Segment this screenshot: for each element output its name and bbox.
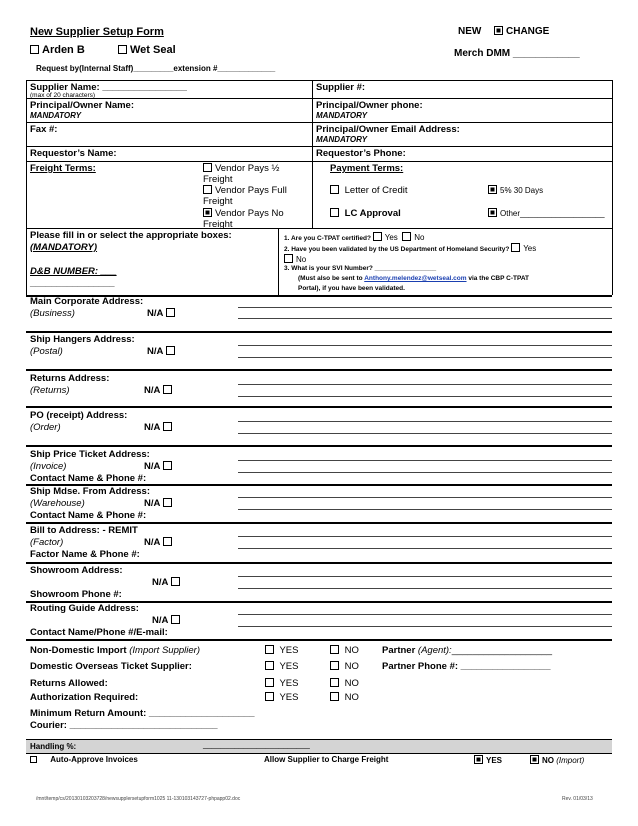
- ship-from-address-label: Ship Mdse. From Address:: [30, 486, 150, 497]
- showroom-address-label: Showroom Address:: [30, 565, 123, 576]
- partner-phone-field[interactable]: Partner Phone #: _________________: [382, 661, 551, 672]
- freight-option-full[interactable]: Vendor Pays Full: [203, 185, 287, 196]
- request-by-field[interactable]: Request by(Internal Staff)_________extension #_____________: [36, 64, 276, 73]
- principal-name-field[interactable]: Principal/Owner Name:: [30, 100, 135, 111]
- principal-phone-field[interactable]: Principal/Owner phone:: [316, 100, 423, 111]
- allow-freight-yes[interactable]: YES: [474, 755, 502, 765]
- domestic-overseas-yes[interactable]: YES: [265, 661, 298, 672]
- brand-wetseal-option[interactable]: Wet Seal: [118, 44, 176, 56]
- fill-section-heading: Please fill in or select the appropriate boxes:: [30, 230, 232, 241]
- ctpat-yes-checkbox[interactable]: [373, 232, 382, 241]
- supplier-number-field[interactable]: Supplier #:: [316, 82, 366, 93]
- requestor-name-field[interactable]: Requestor’s Name:: [30, 148, 117, 159]
- net30-option[interactable]: 5% 30 Days: [488, 185, 543, 195]
- principal-email-field[interactable]: Principal/Owner Email Address:: [316, 124, 460, 135]
- returns-allowed-label: Returns Allowed:: [30, 678, 108, 689]
- price-ticket-contact-field[interactable]: Contact Name & Phone #:: [30, 473, 147, 484]
- supplier-name-note: (max of 20 characters): [30, 92, 96, 99]
- main-corporate-na[interactable]: N/A: [147, 308, 178, 319]
- showroom-na[interactable]: N/A: [152, 577, 183, 588]
- dnb-number-line: ________________: [30, 278, 115, 289]
- handling-line: ________________________: [203, 740, 310, 749]
- ship-from-contact-field[interactable]: Contact Name & Phone #:: [30, 510, 147, 521]
- requestor-phone-field[interactable]: Requestor’s Phone:: [316, 148, 406, 159]
- dnb-number-field[interactable]: D&B NUMBER: ___: [30, 266, 117, 277]
- po-na[interactable]: N/A: [144, 422, 175, 433]
- wetseal-checkbox[interactable]: [118, 45, 127, 54]
- ship-from-address-sub: (Warehouse): [30, 498, 85, 509]
- question-dhs: 2. Have you been validated by the US Department of Homeland Security? Yes: [284, 244, 537, 253]
- domestic-overseas-no[interactable]: NO: [330, 661, 359, 672]
- ship-hangers-address-sub: (Postal): [30, 346, 63, 357]
- partner-agent-field[interactable]: Partner (Agent):___________________: [382, 645, 553, 656]
- bill-to-address-label: Bill to Address: - REMIT: [30, 525, 138, 536]
- price-ticket-address-label: Ship Price Ticket Address:: [30, 449, 150, 460]
- authorization-no[interactable]: NO: [330, 692, 359, 703]
- freight-option-half-cont: Freight: [203, 174, 233, 185]
- po-address-label: PO (receipt) Address:: [30, 410, 128, 421]
- main-corporate-address-sub: (Business): [30, 308, 75, 319]
- ship-from-na[interactable]: N/A: [144, 498, 175, 509]
- price-ticket-address-sub: (Invoice): [30, 461, 67, 472]
- courier-field[interactable]: Courier: ____________________________: [30, 720, 218, 731]
- other-payment-option[interactable]: Other___________________: [488, 208, 605, 218]
- allow-freight-no[interactable]: NO (Import): [530, 755, 584, 765]
- returns-allowed-yes[interactable]: YES: [265, 678, 298, 689]
- main-corporate-address-label: Main Corporate Address:: [30, 296, 144, 307]
- question-ctpat: 1. Are you C-TPAT certified? Yes No: [284, 233, 425, 242]
- merch-dmm-field[interactable]: Merch DMM ____________: [454, 48, 580, 59]
- po-address-sub: (Order): [30, 422, 61, 433]
- returns-na[interactable]: N/A: [144, 385, 175, 396]
- ship-hangers-na[interactable]: N/A: [147, 346, 178, 357]
- freight-option-full-cont: Freight: [203, 196, 233, 207]
- letter-of-credit-option[interactable]: Letter of Credit: [330, 185, 407, 196]
- change-checkbox[interactable]: [494, 26, 503, 35]
- routing-guide-na[interactable]: N/A: [152, 615, 183, 626]
- handling-field[interactable]: Handling %:: [30, 742, 77, 751]
- supplier-name-field[interactable]: Supplier Name: ________________: [30, 82, 187, 93]
- dhs-no-option[interactable]: No: [284, 254, 306, 264]
- brand-arden-option[interactable]: Arden B: [30, 44, 85, 56]
- domestic-overseas-label: Domestic Overseas Ticket Supplier:: [30, 661, 192, 672]
- non-domestic-yes[interactable]: YES: [265, 645, 298, 656]
- showroom-phone-field[interactable]: Showroom Phone #:: [30, 589, 122, 600]
- handling-bar: [26, 740, 612, 753]
- freight-option-none[interactable]: Vendor Pays No: [203, 208, 284, 219]
- cbp-email-link[interactable]: Anthony.melendez@wetseal.com: [364, 275, 467, 282]
- principal-email-mandatory: MANDATORY: [316, 135, 368, 144]
- returns-address-label: Returns Address:: [30, 373, 110, 384]
- change-option[interactable]: CHANGE: [494, 26, 549, 37]
- svi-note-2: Portal), if you have been validated.: [298, 285, 405, 292]
- bill-to-address-sub: (Factor): [30, 537, 64, 548]
- fax-field[interactable]: Fax #:: [30, 124, 58, 135]
- routing-contact-field[interactable]: Contact Name/Phone #/E-mail:: [30, 627, 168, 638]
- bill-to-na[interactable]: N/A: [144, 537, 175, 548]
- allow-freight-label: Allow Supplier to Charge Freight: [264, 755, 389, 764]
- arden-checkbox[interactable]: [30, 45, 39, 54]
- footer-revision: Rev. 01/03/13: [562, 796, 593, 802]
- auto-approve-option[interactable]: Auto-Approve Invoices: [30, 755, 138, 764]
- returns-address-sub: (Returns): [30, 385, 70, 396]
- principal-name-mandatory: MANDATORY: [30, 111, 82, 120]
- factor-contact-field[interactable]: Factor Name & Phone #:: [30, 549, 140, 560]
- fill-section-mandatory: (MANDATORY): [30, 242, 98, 253]
- new-label: NEW: [458, 26, 482, 37]
- non-domestic-no[interactable]: NO: [330, 645, 359, 656]
- dhs-yes-checkbox[interactable]: [511, 243, 520, 252]
- ship-hangers-address-label: Ship Hangers Address:: [30, 334, 135, 345]
- returns-allowed-no[interactable]: NO: [330, 678, 359, 689]
- form-title: New Supplier Setup Form: [30, 26, 164, 38]
- freight-terms-label: Freight Terms:: [30, 163, 96, 174]
- principal-phone-mandatory: MANDATORY: [316, 111, 368, 120]
- minimum-return-field[interactable]: Minimum Return Amount: ____________________: [30, 708, 255, 719]
- authorization-yes[interactable]: YES: [265, 692, 298, 703]
- question-svi[interactable]: 3. What is your SVI Number? _________________: [284, 265, 437, 272]
- routing-guide-address-label: Routing Guide Address:: [30, 603, 139, 614]
- non-domestic-import-label: Non-Domestic Import (Import Supplier): [30, 645, 200, 656]
- svi-note: (Must also be sent to Anthony.melendez@wetseal.com via the CBP C-TPAT: [298, 275, 530, 282]
- lc-approval-option[interactable]: LC Approval: [330, 208, 401, 219]
- payment-terms-label: Payment Terms:: [330, 163, 404, 174]
- authorization-required-label: Authorization Required:: [30, 692, 139, 703]
- ctpat-no-checkbox[interactable]: [402, 232, 411, 241]
- freight-option-none-cont: Freight: [203, 219, 233, 230]
- footer-file-path: /mnt/temp/cs/20130103203728/newsupplersetupform1025 11-130103143727-phpapp02.doc: [36, 796, 241, 802]
- freight-option-half[interactable]: Vendor Pays ½: [203, 163, 279, 174]
- price-ticket-na[interactable]: N/A: [144, 461, 175, 472]
